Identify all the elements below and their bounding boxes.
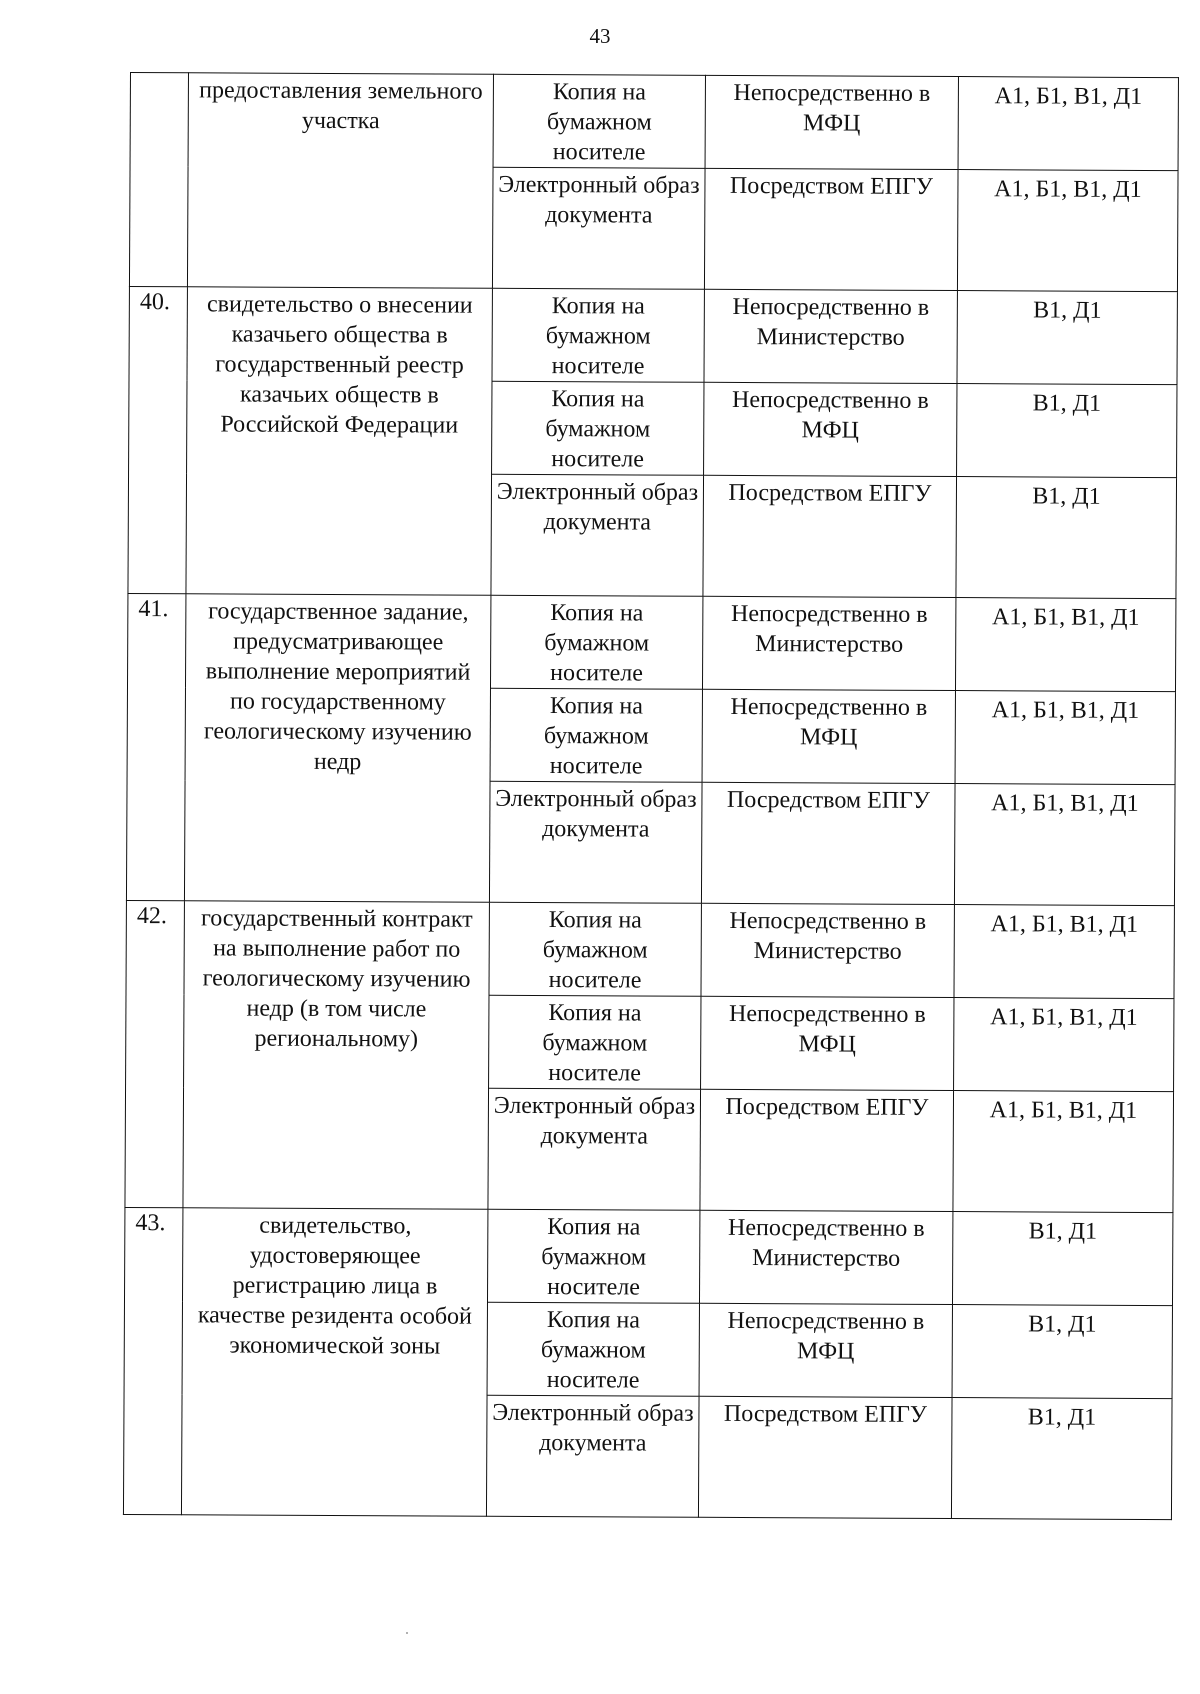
table-row: [129, 286, 1177, 384]
applicant-codes: А1, Б1, В1, Д1: [957, 170, 1178, 292]
submission-method: Посредством ЕПГУ: [704, 168, 958, 290]
document-form: Копия на бумажном носителе: [492, 381, 704, 475]
applicant-codes: А1, Б1, В1, Д1: [953, 1091, 1174, 1213]
table-row: [126, 900, 1174, 998]
submission-method: Посредством ЕПГУ: [700, 1089, 954, 1211]
applicant-codes: В1, Д1: [957, 384, 1177, 478]
applicant-codes: В1, Д1: [957, 291, 1177, 385]
submission-method: Непосредственно в Министерство: [699, 1210, 952, 1304]
document-form: Электронный образ документа: [486, 1395, 699, 1517]
applicant-codes: А1, Б1, В1, Д1: [955, 598, 1175, 692]
page-number: 43: [589, 24, 611, 48]
row-number: 42.: [125, 900, 184, 1207]
submission-method: Непосредственно в МФЦ: [705, 75, 958, 169]
document-name: свидетельство о внесении казачьего общества в государственный реестр казачьих обществ в Российской Федерации: [186, 287, 492, 595]
applicant-codes: А1, Б1, В1, Д1: [955, 691, 1175, 785]
submission-method: Непосредственно в МФЦ: [699, 1303, 952, 1397]
table-row: [130, 73, 1178, 171]
submission-method: Непосредственно в МФЦ: [701, 996, 954, 1090]
row-number: [129, 73, 188, 287]
submission-method: Непосредственно в Министерство: [704, 289, 957, 383]
submission-method: Посредством ЕПГУ: [698, 1396, 952, 1518]
submission-method: Непосредственно в МФЦ: [702, 689, 955, 783]
row-number: 41.: [126, 593, 185, 900]
document-form: Копия на бумажном носителе: [489, 995, 701, 1089]
applicant-codes: В1, Д1: [951, 1398, 1172, 1520]
applicant-codes: А1, Б1, В1, Д1: [954, 998, 1174, 1092]
submission-method: Непосредственно в Министерство: [702, 596, 955, 690]
scan-speck: [406, 1632, 408, 1634]
document-form: Копия на бумажном носителе: [490, 688, 702, 782]
document-form: Копия на бумажном носителе: [489, 902, 701, 996]
document-form: Электронный образ документа: [489, 781, 702, 903]
document-name: государственный контракт на выполнение работ по геологическому изучению недр (в том числе региональному): [183, 901, 489, 1209]
applicant-codes: В1, Д1: [956, 477, 1177, 599]
applicant-codes: В1, Д1: [952, 1212, 1172, 1306]
submission-method: Непосредственно в МФЦ: [704, 382, 957, 476]
document-name: предоставления земельного участка: [187, 73, 493, 288]
document-form: Копия на бумажном носителе: [487, 1209, 699, 1303]
document-form: Копия на бумажном носителе: [487, 1302, 699, 1396]
table-row: [124, 1207, 1172, 1305]
document-form: Копия на бумажном носителе: [492, 288, 704, 382]
table-row: [127, 593, 1175, 691]
applicant-codes: А1, Б1, В1, Д1: [954, 905, 1174, 999]
applicant-codes: В1, Д1: [952, 1305, 1172, 1399]
document-form: Копия на бумажном носителе: [490, 595, 702, 689]
document-form: Электронный образ документа: [492, 167, 705, 289]
submission-method: Непосредственно в Министерство: [701, 903, 954, 997]
services-table: [123, 72, 1179, 1520]
submission-method: Посредством ЕПГУ: [703, 475, 957, 597]
document-name: свидетельство, удостоверяющее регистрацию лица в качестве резидента особой экономической зоны: [181, 1208, 487, 1516]
document-form: Электронный образ документа: [491, 474, 704, 596]
row-number: 43.: [123, 1207, 182, 1514]
submission-method: Посредством ЕПГУ: [701, 782, 955, 904]
row-number: 40.: [128, 286, 187, 593]
applicant-codes: А1, Б1, В1, Д1: [958, 77, 1178, 171]
document-name: государственное задание, предусматривающее выполнение мероприятий по государственному геологическому изучению недр: [184, 594, 490, 902]
applicant-codes: А1, Б1, В1, Д1: [954, 784, 1175, 906]
document-form: Копия на бумажном носителе: [493, 74, 705, 168]
document-form: Электронный образ документа: [488, 1088, 701, 1210]
